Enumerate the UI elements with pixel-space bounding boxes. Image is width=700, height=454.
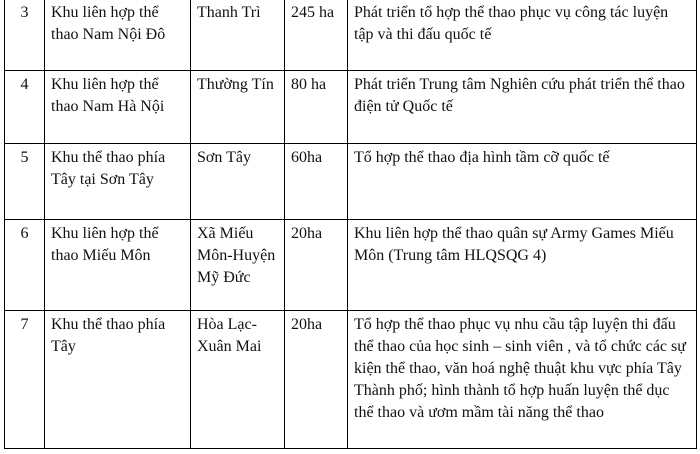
- row-number: 6: [5, 220, 45, 311]
- row-number: 3: [5, 0, 45, 71]
- location: Xã Miếu Môn-Huyện Mỹ Đức: [191, 220, 285, 311]
- complex-name: Khu liên hợp thể thao Nam Nội Đô: [45, 0, 191, 71]
- table-body: [5, 0, 697, 449]
- description: Khu liên hợp thể thao quân sự Army Games Miếu Môn (Trung tâm HLQSQG 4): [348, 220, 697, 311]
- sports-complex-table: [4, 0, 697, 449]
- location: Sơn Tây: [191, 144, 285, 220]
- row-number: 7: [5, 311, 45, 449]
- area: 245 ha: [285, 0, 348, 71]
- table-row: [5, 311, 697, 449]
- description: Phát triển tổ hợp thể thao phục vụ công tác luyện tập và thi đấu quốc tế: [348, 0, 697, 71]
- complex-name: Khu thể thao phía Tây: [45, 311, 191, 449]
- location: Thường Tín: [191, 71, 285, 144]
- description: Tổ hợp thể thao phục vụ nhu cầu tập luyện thi đấu thể thao của học sinh – sinh viên , và tổ chức các sự kiện thể thao, văn hoá nghệ thuật khu vực phía Tây Thành phố; hình thành tổ hợp huấn luyện thể dục thể thao và ươm mầm tài năng thể thao: [348, 311, 697, 449]
- area: 60ha: [285, 144, 348, 220]
- table-row: [5, 144, 697, 220]
- table-row: [5, 220, 697, 311]
- area: 20ha: [285, 220, 348, 311]
- location: Thanh Trì: [191, 0, 285, 71]
- row-number: 4: [5, 71, 45, 144]
- area: 80 ha: [285, 71, 348, 144]
- table-row: [5, 0, 697, 71]
- complex-name: Khu liên hợp thể thao Nam Hà Nội: [45, 71, 191, 144]
- description: Tổ hợp thể thao địa hình tầm cỡ quốc tế: [348, 144, 697, 220]
- complex-name: Khu thể thao phía Tây tại Sơn Tây: [45, 144, 191, 220]
- table-row: [5, 71, 697, 144]
- area: 20ha: [285, 311, 348, 449]
- location: Hòa Lạc-Xuân Mai: [191, 311, 285, 449]
- description: Phát triển Trung tâm Nghiên cứu phát triển thể thao điện tử Quốc tế: [348, 71, 697, 144]
- complex-name: Khu liên hợp thể thao Miếu Môn: [45, 220, 191, 311]
- row-number: 5: [5, 144, 45, 220]
